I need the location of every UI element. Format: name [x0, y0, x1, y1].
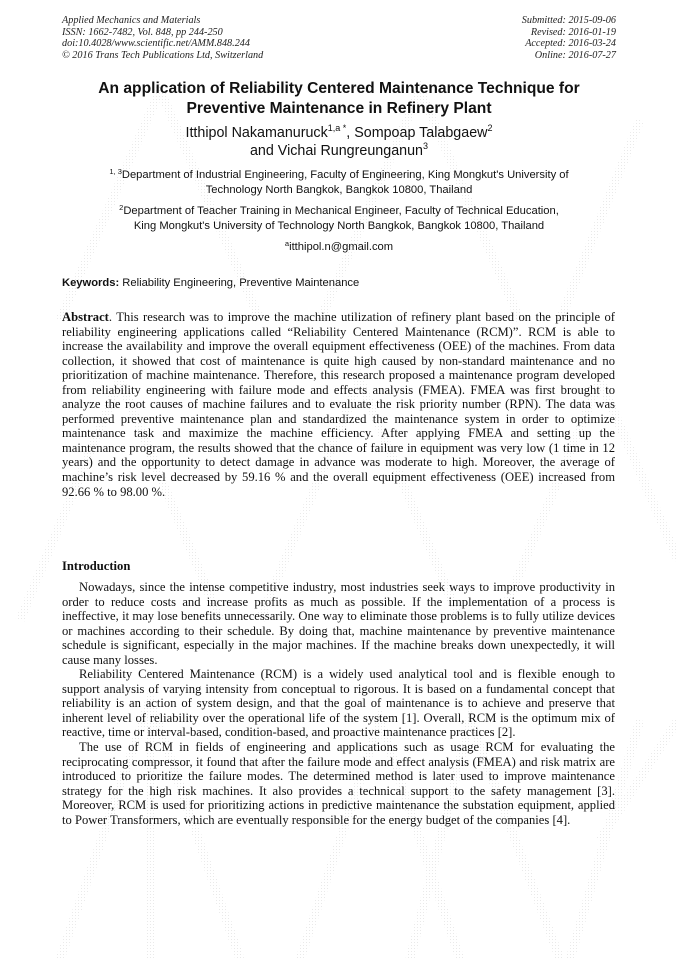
- keywords-label: Keywords:: [62, 277, 120, 289]
- affiliation: [62, 204, 616, 234]
- abstract-text: . This research was to improve the machine utilization of refinery plant based on the principle of reliability engineering applications called “Reliability Centered Maintenance (RCM)”. RCM is able to increase the availability and improve the overall equipment effectiveness (OEE) of the machines. From data collection, it showed that cost of maintenance is quite high caused by non-standard maintenance and no prioritization of machine maintenance. Therefore, this research proposed a maintenance program developed from reliability engineering with failure mode and effects analysis (FMEA). FMEA was first brought to analyze the root causes of machine failures and to evaluate the risk priority number (RPN). The data was performed preventive maintenance plan and standardized the maintenance system in order to optimize maintenance task and maximize the machine efficiency. After applying FMEA and setting up the maintenance program, the results showed that the chance of failure in equipment was very low (1 time in 12 years) and the opportunity to detect damage in advance was moderate to high. Moreover, the average of machine’s risk level decreased by 59.16 % and the overall equipment effectiveness (OEE) increased from 92.66 % to 98.00 %.: [62, 310, 615, 499]
- author-name: Sompoap Talabgaew: [354, 125, 488, 141]
- date-revised: Revised: 2016-01-19: [530, 26, 616, 38]
- keywords: [62, 276, 359, 290]
- email-link[interactable]: itthipol.n@gmail.com: [289, 241, 394, 253]
- section-heading-introduction: Introduction: [62, 559, 131, 573]
- affiliation-line: [62, 168, 616, 183]
- author-name: Itthipol Nakamanuruck: [185, 125, 328, 141]
- affiliation-line: King Mongkut's University of Technology North Bangkok, Bangkok 10800, Thailand: [133, 220, 545, 232]
- paragraph: The use of RCM in fields of engineering and applications such as usage RCM for evaluating the reciprocating compressor, it found that after the failure mode and effect analysis (FMEA) and risk matrix are introduced to prioritize the failure modes. The determined method is later used to improve maintenance strategy for the high risk machines. It also provides a technical support to the safety management [3]. Moreover, RCM is used for prioritizing actions in predictive maintenance the substation equipment, applied to Power Transformers, which are eventually responsible for the energy budget of the companies [4].: [62, 740, 615, 827]
- affiliation-text: Department of Teacher Training in Mechanical Engineer, Faculty of Technical Education,: [123, 205, 559, 217]
- date-online: Online: 2016-07-27: [534, 49, 616, 61]
- journal-copyright: © 2016 Trans Tech Publications Ltd, Switzerland: [62, 49, 264, 61]
- authors-line-2: [62, 142, 616, 160]
- authors-line-1: [62, 124, 616, 142]
- date-submitted: Submitted: 2015-09-06: [521, 15, 616, 26]
- author-conjunction: and: [249, 143, 278, 159]
- title-line-1: An application of Reliability Centered Maintenance Technique for: [98, 80, 580, 97]
- affiliation-line: Technology North Bangkok, Bangkok 10800, Thailand: [205, 184, 473, 196]
- affiliation-marker: 2: [119, 203, 124, 212]
- affiliation-marker: 1, 3: [109, 167, 122, 176]
- abstract-label: Abstract: [62, 310, 109, 324]
- author-affiliation-marker: 1,a *: [327, 123, 347, 133]
- keywords-text: Reliability Engineering, Preventive Maintenance: [119, 277, 360, 289]
- abstract: [62, 310, 615, 499]
- publication-dates: [522, 15, 616, 61]
- paper-title: [62, 79, 616, 119]
- affiliation-line: [62, 204, 616, 219]
- paragraph: Nowadays, since the intense competitive industry, most industries seek ways to improve productivity in order to reduce costs and increase profits as much as possible. If the implementation of a process is ineffective, it may lose benefits unnecessarily. One way to eliminate those problems is to fully utilize devices or machines according to their schedule. By doing that, machine maintenance by preventive maintenance schedule is significant, especially in the major machines. If the machine breaks down unexpectedly, it will cause many losses.: [62, 580, 615, 667]
- author-affiliation-marker: 3: [423, 141, 429, 151]
- journal-info: [62, 15, 263, 61]
- email-marker: a: [284, 239, 290, 248]
- author-name: Vichai Rungreunganun: [277, 143, 423, 159]
- author-list: [62, 124, 616, 160]
- journal-doi[interactable]: doi:10.4028/www.scientific.net/AMM.848.244: [62, 38, 250, 49]
- journal-name: Applied Mechanics and Materials: [62, 15, 201, 26]
- title-line-2: Preventive Maintenance in Refinery Plant: [186, 100, 492, 117]
- journal-issn: ISSN: 1662-7482, Vol. 848, pp 244-250: [62, 26, 223, 38]
- paragraph: Reliability Centered Maintenance (RCM) is a widely used analytical tool and is flexible enough to support analysis of varying intensity from conceptual to rigorous. It is based on a fundamental concept that reliability is an action of system design, and that the goal of maintenance is to achieve and preserve that inherent level of reliability over the operational life of the system [1]. Overall, RCM is the optimum mix of reactive, time or interval-based, condition-based, and proactive maintenance practices [2].: [62, 667, 615, 740]
- author-separator: ,: [346, 125, 355, 141]
- author-affiliation-marker: 2: [487, 123, 493, 133]
- affiliation: [62, 168, 616, 198]
- corresponding-email: [62, 240, 616, 255]
- introduction-body: [62, 580, 615, 827]
- date-accepted: Accepted: 2016-03-24: [525, 38, 616, 49]
- affiliation-text: Department of Industrial Engineering, Faculty of Engineering, King Mongkut's University of: [121, 169, 569, 181]
